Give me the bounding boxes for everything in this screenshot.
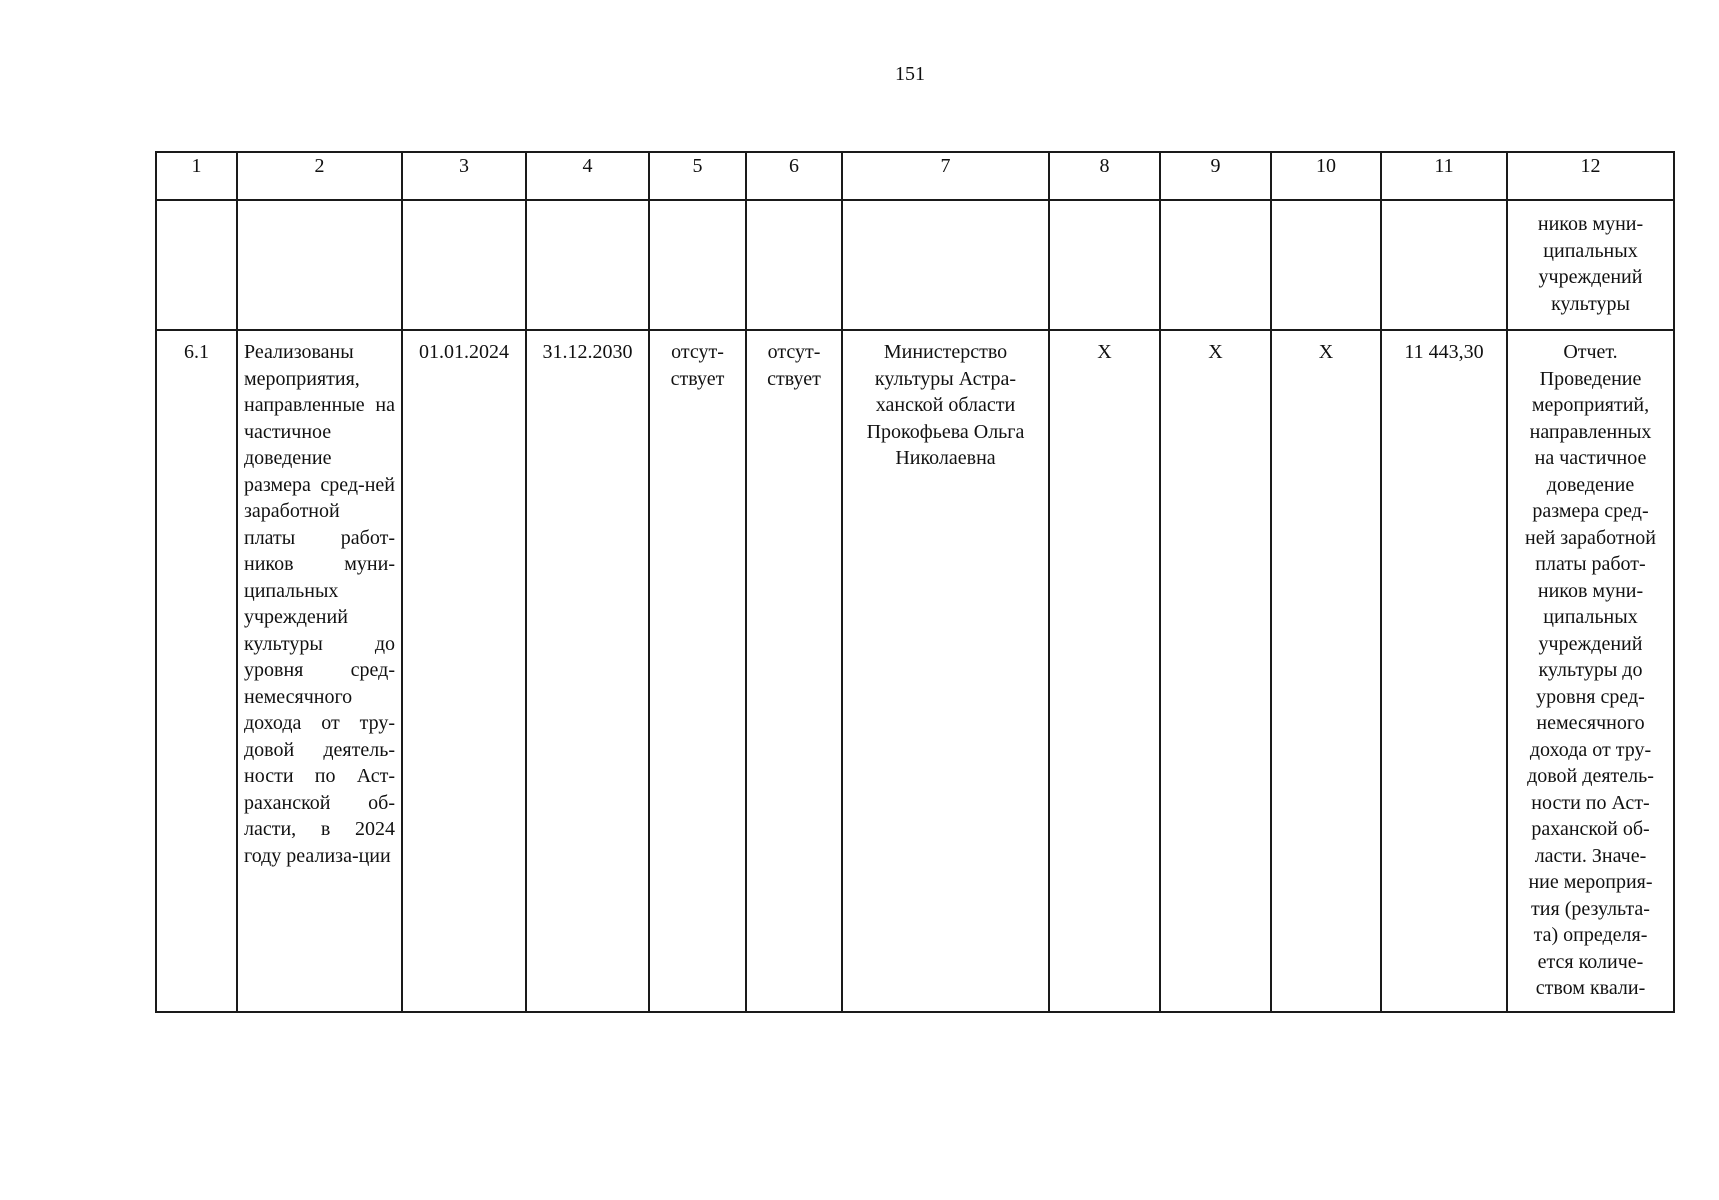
start-date: 01.01.2024 bbox=[419, 341, 509, 363]
table-row bbox=[156, 330, 1674, 1012]
end-date: 31.12.2030 bbox=[542, 341, 633, 363]
col6-text: отсут- ствует bbox=[767, 341, 821, 390]
column-header-4: 4 bbox=[526, 152, 649, 200]
empty-cell bbox=[402, 200, 526, 330]
col5-text: отсут- ствует bbox=[670, 341, 725, 390]
description-cell bbox=[237, 330, 402, 1012]
description-text: Реализованы мероприятия, направленные на частичное доведение размера сред-ней заработной платы работ-ников муни-ципальных учреждений культуры до уровня сред-немесячного дохода от тру-довой деятель-ности по Аст-раханской об-ласти, в 2024 году реализа-ции bbox=[244, 341, 395, 867]
header-row bbox=[156, 152, 1674, 200]
responsible-cell bbox=[842, 330, 1049, 1012]
empty-cell bbox=[156, 200, 237, 330]
amount-text: 11 443,30 bbox=[1404, 341, 1484, 363]
table-header bbox=[156, 152, 1674, 200]
col6-cell bbox=[746, 330, 842, 1012]
column-header-10: 10 bbox=[1271, 152, 1381, 200]
result-cell bbox=[1507, 330, 1674, 1012]
empty-cell bbox=[1271, 200, 1381, 330]
empty-cell bbox=[746, 200, 842, 330]
responsible-text: Министерство культуры Астра- ханской области Прокофьева Ольга Николаевна bbox=[866, 341, 1025, 469]
empty-cell bbox=[649, 200, 746, 330]
empty-cell bbox=[1381, 200, 1507, 330]
column-header-3: 3 bbox=[402, 152, 526, 200]
column-header-2: 2 bbox=[237, 152, 402, 200]
empty-cell bbox=[526, 200, 649, 330]
column-header-5: 5 bbox=[649, 152, 746, 200]
start-date-cell bbox=[402, 330, 526, 1012]
col10-cell bbox=[1271, 330, 1381, 1012]
col9-cell bbox=[1160, 330, 1271, 1012]
empty-cell bbox=[1160, 200, 1271, 330]
column-header-8: 8 bbox=[1049, 152, 1160, 200]
table-row-continued bbox=[156, 200, 1674, 330]
empty-cell bbox=[237, 200, 402, 330]
column-header-11: 11 bbox=[1381, 152, 1507, 200]
continued-result-cell bbox=[1507, 200, 1674, 330]
column-header-9: 9 bbox=[1160, 152, 1271, 200]
col8-cell bbox=[1049, 330, 1160, 1012]
result-text: Отчет. Проведение мероприятий, направленных на частичное доведение размера сред- ней заработной платы работ- ников муни- ципальных учреждений культуры до уровня сред- немесячного дохода от тру- довой деятель- ности по Аст- раханской об- ласти. Значе- ние мероприя- тия (результа- та) определя- ется количе- ством квали- bbox=[1525, 341, 1656, 999]
col10-text: X bbox=[1318, 341, 1334, 363]
end-date-cell bbox=[526, 330, 649, 1012]
col9-text: X bbox=[1208, 341, 1223, 363]
page-number: 151 bbox=[895, 63, 925, 85]
empty-cell bbox=[1049, 200, 1160, 330]
column-header-7: 7 bbox=[842, 152, 1049, 200]
continued-result-text: ников муни- ципальных учреждений культуры bbox=[1537, 213, 1644, 315]
column-header-1: 1 bbox=[156, 152, 237, 200]
row-number-cell bbox=[156, 330, 237, 1012]
col5-cell bbox=[649, 330, 746, 1012]
col8-text: X bbox=[1097, 341, 1112, 363]
amount-cell bbox=[1381, 330, 1507, 1012]
document-table bbox=[155, 151, 1675, 1013]
column-header-6: 6 bbox=[746, 152, 842, 200]
empty-cell bbox=[842, 200, 1049, 330]
row-number: 6.1 bbox=[184, 341, 209, 363]
column-header-12: 12 bbox=[1507, 152, 1674, 200]
